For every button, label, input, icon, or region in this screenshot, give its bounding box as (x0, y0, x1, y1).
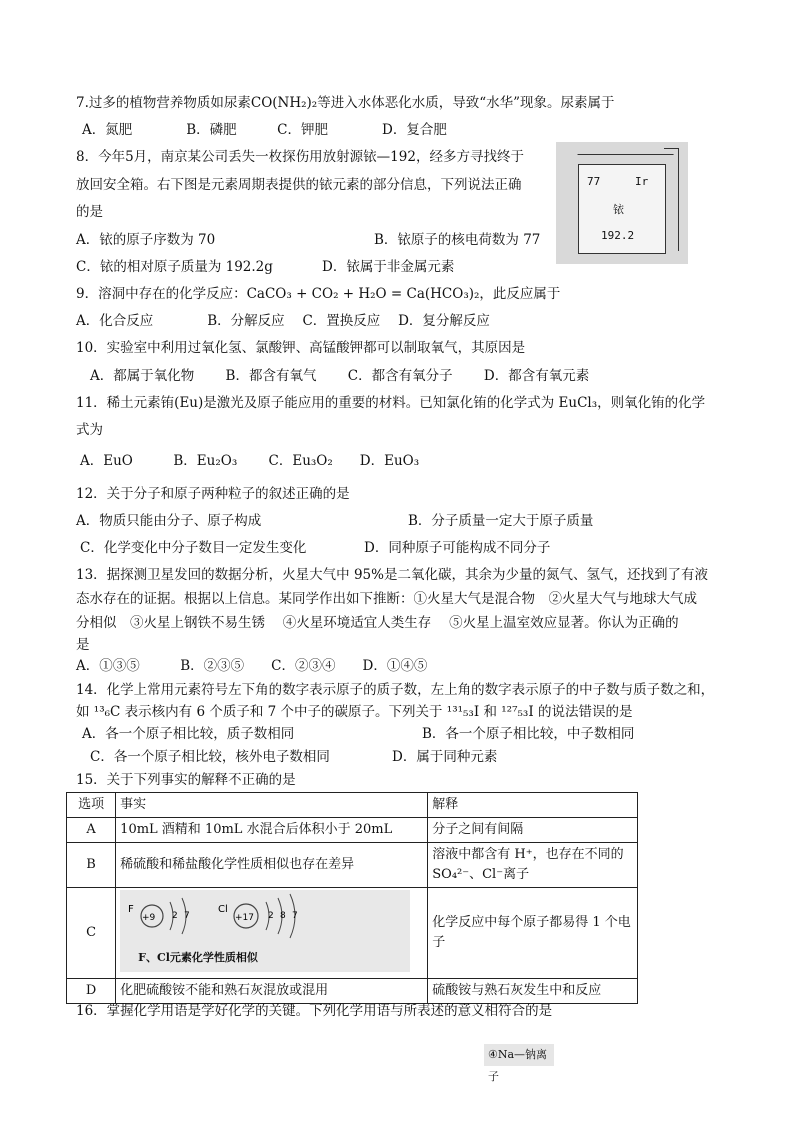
row-explain: 化学反应中每个原子都易得 1 个电子 (428, 888, 638, 979)
row-option: B (67, 843, 116, 888)
cl-shell-2-count: 8 (280, 911, 286, 921)
row-explain: 分子之间有间隔 (428, 818, 638, 843)
q15-table (66, 792, 638, 1004)
q9-stem: 9．溶洞中存在的化学反应：CaCO₃ + CO₂ + H₂O = Ca(HCO₃)₂，此反应属于 (76, 286, 561, 302)
q15-stem: 15．关于下列事实的解释不正确的是 (76, 772, 296, 788)
q14-line1: 14．化学上常用元素符号左下角的数字表示原子的质子数，左上角的数字表示原子的中子数与质子数之和， (76, 682, 715, 698)
q8-option-d: D．铱属于非金属元素 (322, 259, 455, 275)
q14-line2: 如 ¹³₆C 表示核内有 6 个质子和 7 个中子的碳原子。下列关于 ¹³¹₅₃I 和 ¹²⁷₅₃I 的说法错误的是 (76, 704, 633, 720)
f-symbol: F (128, 904, 134, 915)
q11-line2: 式为 (76, 422, 103, 438)
row-explain: 溶液中都含有 H⁺，也存在不同的 SO₄²⁻、Cl⁻离子 (428, 843, 638, 888)
row-option: D (67, 979, 116, 1004)
element-name: 铱 (613, 203, 624, 216)
q8-option-a: A．铱的原子序数为 70 (76, 232, 216, 248)
cl-nucleus-label: +17 (235, 913, 255, 923)
q13-line4: 是 (76, 637, 90, 653)
q12-option-b: B．分子质量一定大于原子质量 (408, 513, 594, 529)
q8-line2: 放回安全箱。右下图是元素周期表提供的铱元素的部分信息，下列说法正确 (76, 177, 522, 193)
card-side-edge (664, 148, 679, 251)
cl-symbol: Cl (218, 904, 228, 915)
row-fact: 化肥硫酸铵不能和熟石灰混放或混用 (116, 979, 428, 1004)
f-nucleus-label: +9 (142, 913, 156, 923)
q8-option-c: C．铱的相对原子质量为 192.2g (76, 259, 273, 275)
q7-options: A．氮肥 B．磷肥 C．钾肥 D．复合肥 (82, 122, 447, 138)
q11-line1: 11．稀土元素铕(Eu)是激光及原子能应用的重要的材料。已知氯化铕的化学式为 EuCl₃，则氧化铕的化学 (76, 395, 706, 411)
q8-line3: 的是 (76, 204, 103, 220)
q10-stem: 10．实验室中利用过氧化氢、氯酸钾、高锰酸钾都可以制取氧气，其原因是 (76, 340, 526, 356)
row-fact: 稀硫酸和稀盐酸化学性质相似也存在差异 (116, 843, 428, 888)
cl-shell-3-count: 7 (292, 911, 298, 921)
q12-option-d: D．同种原子可能构成不同分子 (364, 540, 551, 556)
q13-line2: 态水存在的证据。根据以上信息。某同学作出如下推断：①火星大气是混合物 ②火星大气与地球大气成 (76, 591, 697, 607)
element-symbol: Ir (635, 175, 649, 188)
atom-structure-image (116, 888, 428, 979)
table-row (67, 888, 638, 979)
q13-line3: 分相似 ③火星上钢铁不易生锈 ④火星环境适宜人类生存 ⑤火星上温室效应显著。你认为正确的 (76, 615, 679, 631)
table-row (67, 818, 638, 843)
q14-option-c: C．各一个原子相比较，核外电子数相同 (90, 749, 330, 765)
q14-option-a: A．各一个原子相比较，质子数相同 (82, 726, 295, 742)
row-fact: 10mL 酒精和 10mL 水混合后体积小于 20mL (116, 818, 428, 843)
q14-option-d: D．属于同种元素 (392, 749, 498, 765)
header-fact: 事实 (116, 793, 428, 818)
q7-stem: 7.过多的植物营养物质如尿素CO(NH₂)₂等进入水体恶化水质，导致“水华”现象。尿素属于 (76, 95, 615, 111)
header-option: 选项 (67, 793, 116, 818)
q8-line1: 8．今年5月，南京某公司丢失一枚探伤用放射源铱—192，经多方寻找终于 (76, 149, 524, 165)
row-option: C (67, 888, 116, 979)
table-row (67, 843, 638, 888)
q8-option-b: B．铱原子的核电荷数为 77 (374, 232, 541, 248)
cl-shell-1-count: 2 (268, 911, 274, 921)
q16-option-image: ④Na—钠离子 (484, 1044, 554, 1066)
atom-diagram (120, 890, 410, 972)
row-option: A (67, 818, 116, 843)
q10-options: A．都属于氧化物 B．都含有氧气 C．都含有氧分子 D．都含有氧元素 (90, 368, 590, 384)
q13-line1: 13．据探测卫星发回的数据分析，火星大气中 95%是二氧化碳，其余为少量的氮气、氢气，还找到了有液 (76, 567, 708, 583)
q12-option-c: C．化学变化中分子数目一定发生变化 (80, 540, 307, 556)
table-row (67, 979, 638, 1004)
f-shell-2-count: 7 (184, 911, 190, 921)
q11-options: A．EuO B．Eu₂O₃ C．Eu₃O₂ D．EuO₃ (80, 453, 420, 469)
q16-stem: 16．掌握化学用语是学好化学的关键。下列化学用语与所表述的意义相符合的是 (76, 1003, 553, 1019)
q9-options: A．化合反应 B．分解反应 C．置换反应 D．复分解反应 (76, 313, 490, 329)
card-face (578, 164, 666, 254)
atomic-number: 77 (587, 175, 601, 188)
table-header-row (67, 793, 638, 818)
q12-option-a: A．物质只能由分子、原子构成 (76, 513, 262, 529)
iridium-element-card (556, 142, 688, 264)
q13-options: A．①③⑤ B．②③⑤ C．②③④ D．①④⑤ (76, 658, 428, 674)
atom-diagram-caption: F、Cl元素化学性质相似 (138, 951, 258, 964)
header-explain: 解释 (428, 793, 638, 818)
q12-stem: 12．关于分子和原子两种粒子的叙述正确的是 (76, 486, 350, 502)
f-shell-1-count: 2 (172, 911, 178, 921)
q14-option-b: B．各一个原子相比较，中子数相同 (422, 726, 635, 742)
row-explain: 硫酸铵与熟石灰发生中和反应 (428, 979, 638, 1004)
atomic-mass: 192.2 (601, 229, 635, 242)
atom-shells-svg (120, 890, 410, 950)
